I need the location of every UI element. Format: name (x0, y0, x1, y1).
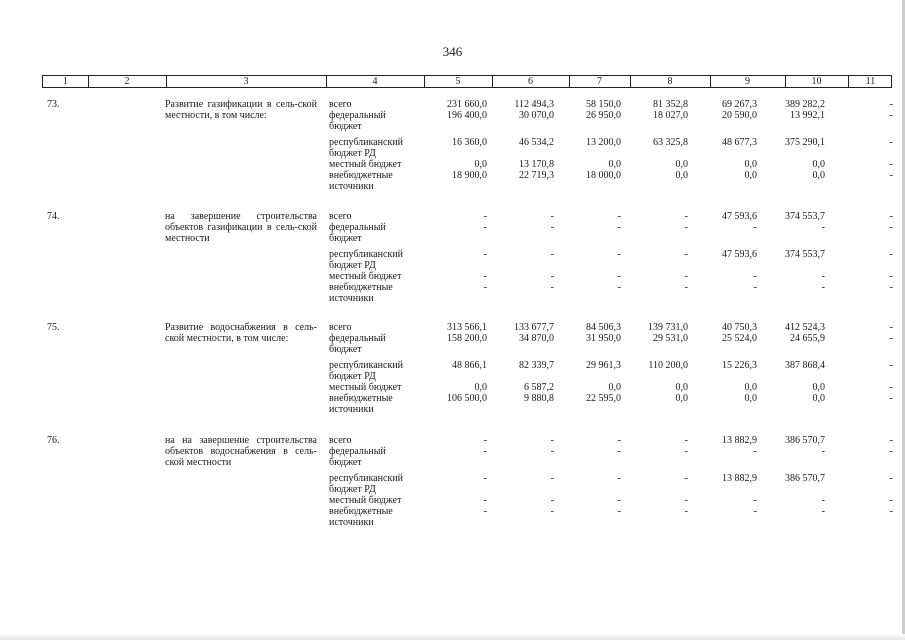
funding-source-label: всего (329, 99, 352, 110)
funding-value-v7: - (617, 435, 621, 446)
funding-value-v10: 0,0 (812, 159, 825, 170)
funding-value-v9: - (753, 506, 757, 517)
funding-value-v11: - (889, 110, 893, 121)
header-col-8: 8 (630, 76, 711, 87)
funding-value-v9: - (753, 222, 757, 233)
funding-value-v11: - (889, 446, 893, 457)
header-col-1: 1 (43, 76, 89, 87)
funding-value-v9: - (753, 446, 757, 457)
funding-value-v7: - (617, 282, 621, 293)
header-col-6: 6 (492, 76, 570, 87)
funding-source-label: местный бюджет (329, 159, 402, 170)
funding-value-v6: - (550, 495, 554, 506)
funding-value-v11: - (889, 170, 893, 181)
funding-value-v5: - (483, 435, 487, 446)
funding-value-v8: - (684, 211, 688, 222)
funding-value-v10: - (821, 506, 825, 517)
funding-value-v9: 0,0 (744, 159, 757, 170)
funding-value-v8: 110 200,0 (648, 360, 688, 371)
funding-value-v8: - (684, 271, 688, 282)
funding-source-label: внебюджетные источники (329, 506, 393, 528)
funding-source-label: республиканский бюджет РД (329, 137, 404, 159)
funding-value-v10: 389 282,2 (785, 99, 825, 110)
funding-value-v6: - (550, 282, 554, 293)
funding-value-v8: - (684, 222, 688, 233)
funding-value-v7: 58 150,0 (586, 99, 621, 110)
funding-value-v5: - (483, 282, 487, 293)
funding-source-label: республиканский бюджет РД (329, 473, 404, 495)
funding-value-v6: 22 719,3 (519, 170, 554, 181)
funding-value-v7: - (617, 271, 621, 282)
funding-value-v11: - (889, 393, 893, 404)
funding-value-v9: - (753, 271, 757, 282)
funding-value-v10: 0,0 (812, 393, 825, 404)
funding-value-v6: 112 494,3 (514, 99, 554, 110)
funding-value-v11: - (889, 506, 893, 517)
funding-value-v5: 18 900,0 (452, 170, 487, 181)
funding-value-v9: 0,0 (744, 382, 757, 393)
funding-value-v11: - (889, 322, 893, 333)
funding-source-label: всего (329, 211, 352, 222)
funding-source-label: федеральный бюджет (329, 222, 386, 244)
funding-value-v9: 13 882,9 (722, 473, 757, 484)
funding-source-label: местный бюджет (329, 495, 402, 506)
funding-value-v6: 13 170,8 (519, 159, 554, 170)
funding-value-v8: 0,0 (675, 393, 688, 404)
funding-value-v6: 6 587,2 (524, 382, 554, 393)
funding-value-v6: - (550, 473, 554, 484)
funding-value-v10: 412 524,3 (785, 322, 825, 333)
funding-value-v10: 375 290,1 (785, 137, 825, 148)
funding-value-v5: - (483, 211, 487, 222)
header-col-3: 3 (166, 76, 327, 87)
funding-value-v5: 158 200,0 (447, 333, 487, 344)
funding-value-v7: - (617, 473, 621, 484)
funding-value-v9: 47 593,6 (722, 211, 757, 222)
funding-value-v8: - (684, 473, 688, 484)
funding-value-v11: - (889, 211, 893, 222)
funding-value-v5: 16 360,0 (452, 137, 487, 148)
header-col-7: 7 (569, 76, 631, 87)
funding-value-v6: - (550, 506, 554, 517)
funding-value-v5: 0,0 (474, 382, 487, 393)
funding-value-v11: - (889, 495, 893, 506)
header-col-4: 4 (326, 76, 425, 87)
funding-value-v8: 29 531,0 (653, 333, 688, 344)
table-header-row (42, 75, 892, 88)
funding-value-v10: - (821, 282, 825, 293)
funding-value-v9: 13 882,9 (722, 435, 757, 446)
funding-value-v11: - (889, 473, 893, 484)
funding-value-v11: - (889, 271, 893, 282)
funding-value-v7: 13 200,0 (586, 137, 621, 148)
funding-value-v7: - (617, 249, 621, 260)
funding-value-v7: 31 950,0 (586, 333, 621, 344)
funding-value-v9: 47 593,6 (722, 249, 757, 260)
funding-value-v7: - (617, 446, 621, 457)
funding-source-label: республиканский бюджет РД (329, 360, 404, 382)
funding-value-v8: 81 352,8 (653, 99, 688, 110)
funding-value-v7: 22 595,0 (586, 393, 621, 404)
funding-value-v5: 196 400,0 (447, 110, 487, 121)
funding-value-v9: 15 226,3 (722, 360, 757, 371)
funding-value-v6: - (550, 222, 554, 233)
funding-value-v6: - (550, 271, 554, 282)
row-number: 74. (47, 211, 60, 222)
funding-value-v7: 0,0 (608, 382, 621, 393)
row-name: Развитие водоснабжения в сель-ской местности, в том числе: (165, 322, 317, 344)
funding-value-v10: - (821, 495, 825, 506)
funding-value-v10: - (821, 446, 825, 457)
funding-value-v10: 386 570,7 (785, 435, 825, 446)
funding-value-v7: - (617, 211, 621, 222)
funding-value-v6: - (550, 211, 554, 222)
funding-value-v11: - (889, 333, 893, 344)
funding-value-v10: 13 992,1 (790, 110, 825, 121)
funding-value-v9: 69 267,3 (722, 99, 757, 110)
funding-value-v8: 139 731,0 (648, 322, 688, 333)
funding-value-v6: 46 534,2 (519, 137, 554, 148)
funding-value-v11: - (889, 249, 893, 260)
funding-source-label: внебюджетные источники (329, 393, 393, 415)
row-name: Развитие газификации в сель-ской местности, в том числе: (165, 99, 317, 121)
funding-value-v6: 34 870,0 (519, 333, 554, 344)
funding-value-v5: 313 566,1 (447, 322, 487, 333)
funding-value-v8: - (684, 282, 688, 293)
funding-value-v8: 0,0 (675, 382, 688, 393)
funding-value-v6: - (550, 435, 554, 446)
funding-source-label: местный бюджет (329, 382, 402, 393)
funding-value-v9: 0,0 (744, 393, 757, 404)
row-name: на на завершение строительства объектов водоснабжения в сель-ской местности (165, 435, 317, 468)
funding-value-v6: - (550, 446, 554, 457)
row-number: 75. (47, 322, 60, 333)
funding-value-v9: 0,0 (744, 170, 757, 181)
header-col-9: 9 (710, 76, 786, 87)
funding-value-v8: - (684, 495, 688, 506)
funding-value-v7: 26 950,0 (586, 110, 621, 121)
funding-source-label: внебюджетные источники (329, 170, 393, 192)
funding-value-v9: 48 677,3 (722, 137, 757, 148)
funding-value-v10: 374 553,7 (785, 211, 825, 222)
funding-value-v5: - (483, 222, 487, 233)
funding-value-v8: - (684, 249, 688, 260)
funding-source-label: федеральный бюджет (329, 110, 386, 132)
funding-value-v8: - (684, 506, 688, 517)
funding-value-v8: 18 027,0 (653, 110, 688, 121)
funding-source-label: федеральный бюджет (329, 333, 386, 355)
funding-value-v6: 9 880,8 (524, 393, 554, 404)
funding-value-v11: - (889, 435, 893, 446)
funding-value-v5: - (483, 271, 487, 282)
scan-bottom-shadow (0, 634, 905, 640)
funding-value-v7: 84 506,3 (586, 322, 621, 333)
funding-value-v10: - (821, 222, 825, 233)
funding-value-v11: - (889, 222, 893, 233)
funding-value-v5: - (483, 495, 487, 506)
funding-value-v11: - (889, 159, 893, 170)
page-number: 346 (442, 44, 463, 59)
funding-value-v10: - (821, 271, 825, 282)
funding-value-v11: - (889, 382, 893, 393)
funding-value-v5: 231 660,0 (447, 99, 487, 110)
row-number: 73. (47, 99, 60, 110)
funding-value-v8: - (684, 446, 688, 457)
funding-value-v10: 374 553,7 (785, 249, 825, 260)
funding-value-v9: - (753, 282, 757, 293)
header-col-5: 5 (424, 76, 493, 87)
funding-source-label: местный бюджет (329, 271, 402, 282)
funding-value-v9: 40 750,3 (722, 322, 757, 333)
funding-source-label: всего (329, 322, 352, 333)
funding-value-v11: - (889, 137, 893, 148)
funding-value-v10: 0,0 (812, 170, 825, 181)
funding-value-v10: 0,0 (812, 382, 825, 393)
funding-value-v9: 20 590,0 (722, 110, 757, 121)
funding-value-v7: 18 000,0 (586, 170, 621, 181)
funding-value-v8: 0,0 (675, 170, 688, 181)
funding-value-v8: 63 325,8 (653, 137, 688, 148)
funding-value-v6: 133 677,7 (514, 322, 554, 333)
funding-source-label: федеральный бюджет (329, 446, 386, 468)
funding-value-v8: - (684, 435, 688, 446)
funding-value-v5: - (483, 249, 487, 260)
funding-value-v5: 106 500,0 (447, 393, 487, 404)
funding-value-v7: - (617, 222, 621, 233)
funding-value-v6: 82 339,7 (519, 360, 554, 371)
funding-source-label: внебюджетные источники (329, 282, 393, 304)
row-number: 76. (47, 435, 60, 446)
funding-value-v6: - (550, 249, 554, 260)
funding-value-v8: 0,0 (675, 159, 688, 170)
funding-value-v7: - (617, 506, 621, 517)
funding-value-v7: 29 961,3 (586, 360, 621, 371)
header-col-11: 11 (865, 76, 876, 87)
funding-value-v5: - (483, 506, 487, 517)
funding-source-label: всего (329, 435, 352, 446)
row-name: на завершение строительства объектов газификации в сель-ской местности (165, 211, 317, 244)
funding-value-v6: 30 070,0 (519, 110, 554, 121)
funding-value-v5: 48 866,1 (452, 360, 487, 371)
funding-value-v11: - (889, 282, 893, 293)
funding-value-v7: - (617, 495, 621, 506)
funding-value-v7: 0,0 (608, 159, 621, 170)
funding-value-v10: 386 570,7 (785, 473, 825, 484)
funding-value-v9: - (753, 495, 757, 506)
header-col-10: 10 (785, 76, 849, 87)
funding-value-v11: - (889, 360, 893, 371)
funding-value-v11: - (889, 99, 893, 110)
funding-source-label: республиканский бюджет РД (329, 249, 404, 271)
funding-value-v9: 25 524,0 (722, 333, 757, 344)
funding-value-v5: 0,0 (474, 159, 487, 170)
header-col-2: 2 (88, 76, 167, 87)
funding-value-v5: - (483, 446, 487, 457)
funding-value-v10: 387 868,4 (785, 360, 825, 371)
funding-value-v5: - (483, 473, 487, 484)
funding-value-v10: 24 655,9 (790, 333, 825, 344)
